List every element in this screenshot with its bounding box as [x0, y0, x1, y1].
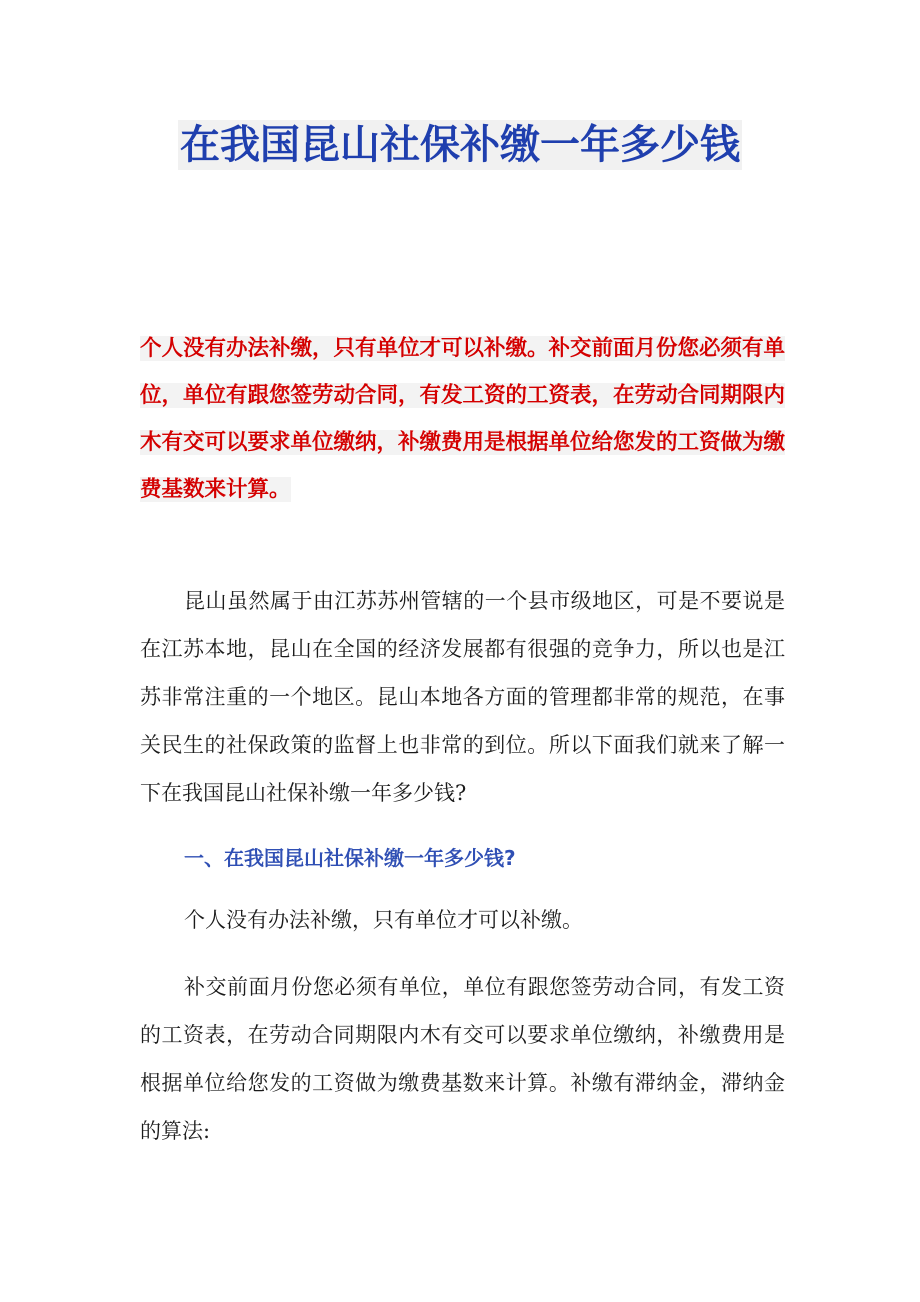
summary-text: 个人没有办法补缴，只有单位才可以补缴。补交前面月份您必须有单位，单位有跟您签劳动合同，有发工资的工资表，在劳动合同期限内木有交可以要求单位缴纳，补缴费用是根据单位给您发的工资做为缴费基数来计算。: [140, 336, 786, 502]
summary-paragraph: [140, 325, 785, 513]
body-paragraph-2: 个人没有办法补缴，只有单位才可以补缴。: [184, 908, 583, 932]
page-title: [140, 112, 780, 178]
page-title-text: 在我国昆山社保补缴一年多少钱: [180, 122, 740, 168]
intro-paragraph: 昆山虽然属于由江苏苏州管辖的一个县市级地区，可是不要说是在江苏本地，昆山在全国的经济发展都有很强的竞争力，所以也是江苏非常注重的一个地区。昆山本地各方面的管理都非常的规范，在事关民生的社保政策的监督上也非常的到位。所以下面我们就来了解一下在我国昆山社保补缴一年多少钱?: [140, 589, 785, 805]
body-paragraph-3: 补交前面月份您必须有单位，单位有跟您签劳动合同，有发工资的工资表，在劳动合同期限内木有交可以要求单位缴纳，补缴费用是根据单位给您发的工资做为缴费基数来计算。补缴有滞纳金，滞纳金的算法:: [140, 975, 785, 1143]
section-heading: 一、在我国昆山社保补缴一年多少钱?: [184, 846, 516, 870]
